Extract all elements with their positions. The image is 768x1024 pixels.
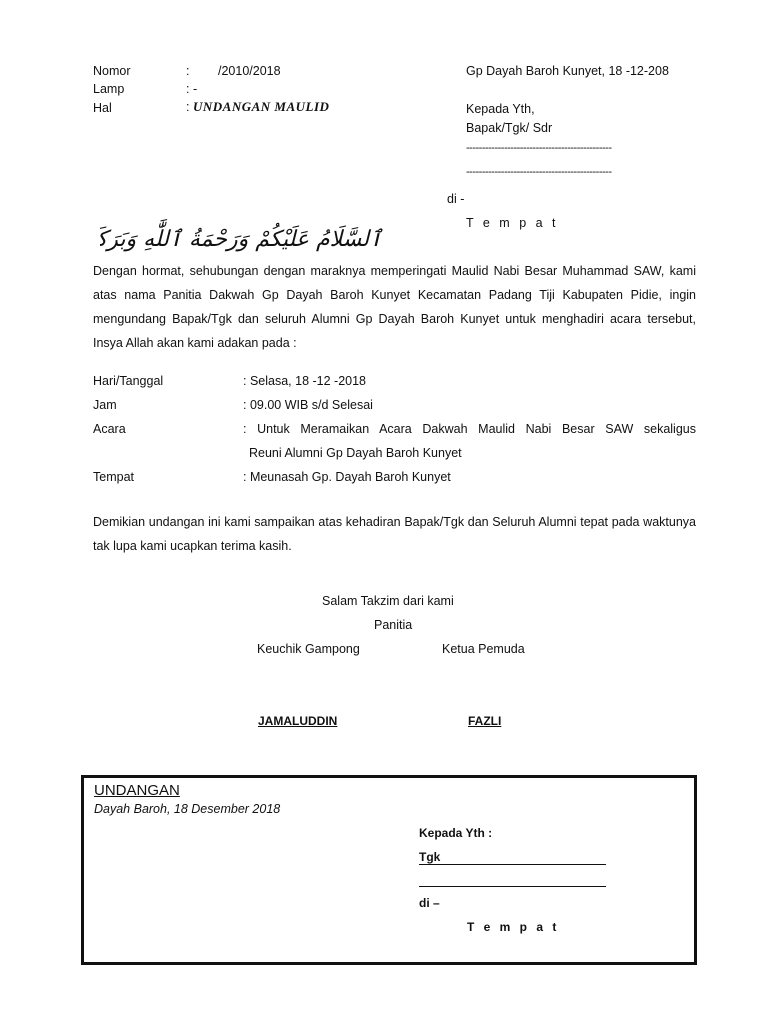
opening-paragraph: Dengan hormat, sehubungan dengan maraknya memperingati Maulid Nabi Besar Muhammad SAW, kami atas nama Panitia Dakwah Gp Dayah Baroh Kunyet Kecamatan Padang Tiji Kabupaten Pidie, ingin mengundang Bapak/Tgk dan seluruh Alumni Gp Dayah Baroh Kunyet untuk menghadiri acara tersebut, Insya Allah akan kami adakan pada : <box>93 264 696 350</box>
detail-value-jam: : 09.00 WIB s/d Selesai <box>243 398 373 412</box>
recipient-dash-line-2: ---------------------------------------------- <box>466 166 612 178</box>
detail-value-tempat: : Meunasah Gp. Dayah Baroh Kunyet <box>243 470 451 484</box>
recipient-di: di - <box>447 192 465 206</box>
invitation-envelope-box <box>81 775 697 965</box>
envelope-kepada: Kepada Yth : <box>419 826 493 840</box>
envelope-subtitle: Dayah Baroh, 18 Desember 2018 <box>94 802 281 816</box>
envelope-di: di – <box>419 896 440 910</box>
nomor-colon: : <box>186 64 190 78</box>
lamp-value: : - <box>186 82 198 96</box>
signatory-role-ketua: Ketua Pemuda <box>442 642 525 656</box>
envelope-tgk-line <box>419 864 606 865</box>
envelope-title: UNDANGAN <box>94 782 180 799</box>
detail-value-acara: : Untuk Meramaikan Acara Dakwah Maulid Nabi Besar SAW sekaligus <box>243 422 696 436</box>
envelope-blank-line <box>419 886 606 887</box>
nomor-label: Nomor <box>93 64 131 78</box>
recipient-kepada: Kepada Yth, <box>466 102 535 116</box>
place-date: Gp Dayah Baroh Kunyet, 18 -12-208 <box>466 64 669 78</box>
greeting-text: ٱلسَّلَامُ عَلَيْكُمْ وَرَحْمَةُ ٱللَّٰهِ وَبَرَكَاتُهُ <box>100 227 382 252</box>
detail-label-jam: Jam <box>93 398 117 412</box>
lamp-label: Lamp <box>93 82 125 96</box>
nomor-value: /2010/2018 <box>218 64 281 78</box>
detail-label-hari: Hari/Tanggal <box>93 374 164 388</box>
calligraphy-graphic <box>100 210 390 260</box>
signatory-name-jamaluddin: JAMALUDDIN <box>258 714 338 728</box>
envelope-tempat: T e m p a t <box>467 920 560 934</box>
recipient-bapak: Bapak/Tgk/ Sdr <box>466 121 553 135</box>
detail-label-acara: Acara <box>93 422 126 436</box>
recipient-tempat: T e m p a t <box>466 216 559 230</box>
detail-label-tempat: Tempat <box>93 470 134 484</box>
envelope-tgk: Tgk <box>419 850 441 864</box>
recipient-dash-line-1: ---------------------------------------------- <box>466 142 612 154</box>
detail-value-hari: : Selasa, 18 -12 -2018 <box>243 374 366 388</box>
closing-panitia: Panitia <box>374 618 413 632</box>
closing-salam: Salam Takzim dari kami <box>322 594 454 608</box>
hal-label: Hal <box>93 101 112 115</box>
signatory-name-fazli: FAZLI <box>468 714 502 728</box>
hal-value: UNDANGAN MAULID <box>193 99 330 114</box>
signatory-role-keuchik: Keuchik Gampong <box>257 642 360 656</box>
detail-value-acara-line2: Reuni Alumni Gp Dayah Baroh Kunyet <box>249 446 462 460</box>
closing-paragraph: Demikian undangan ini kami sampaikan atas kehadiran Bapak/Tgk dan Seluruh Alumni tepat pada waktunya tak lupa kami ucapkan terima kasih. <box>93 515 696 553</box>
arabic-greeting <box>100 210 390 263</box>
hal-colon: : <box>186 100 190 114</box>
